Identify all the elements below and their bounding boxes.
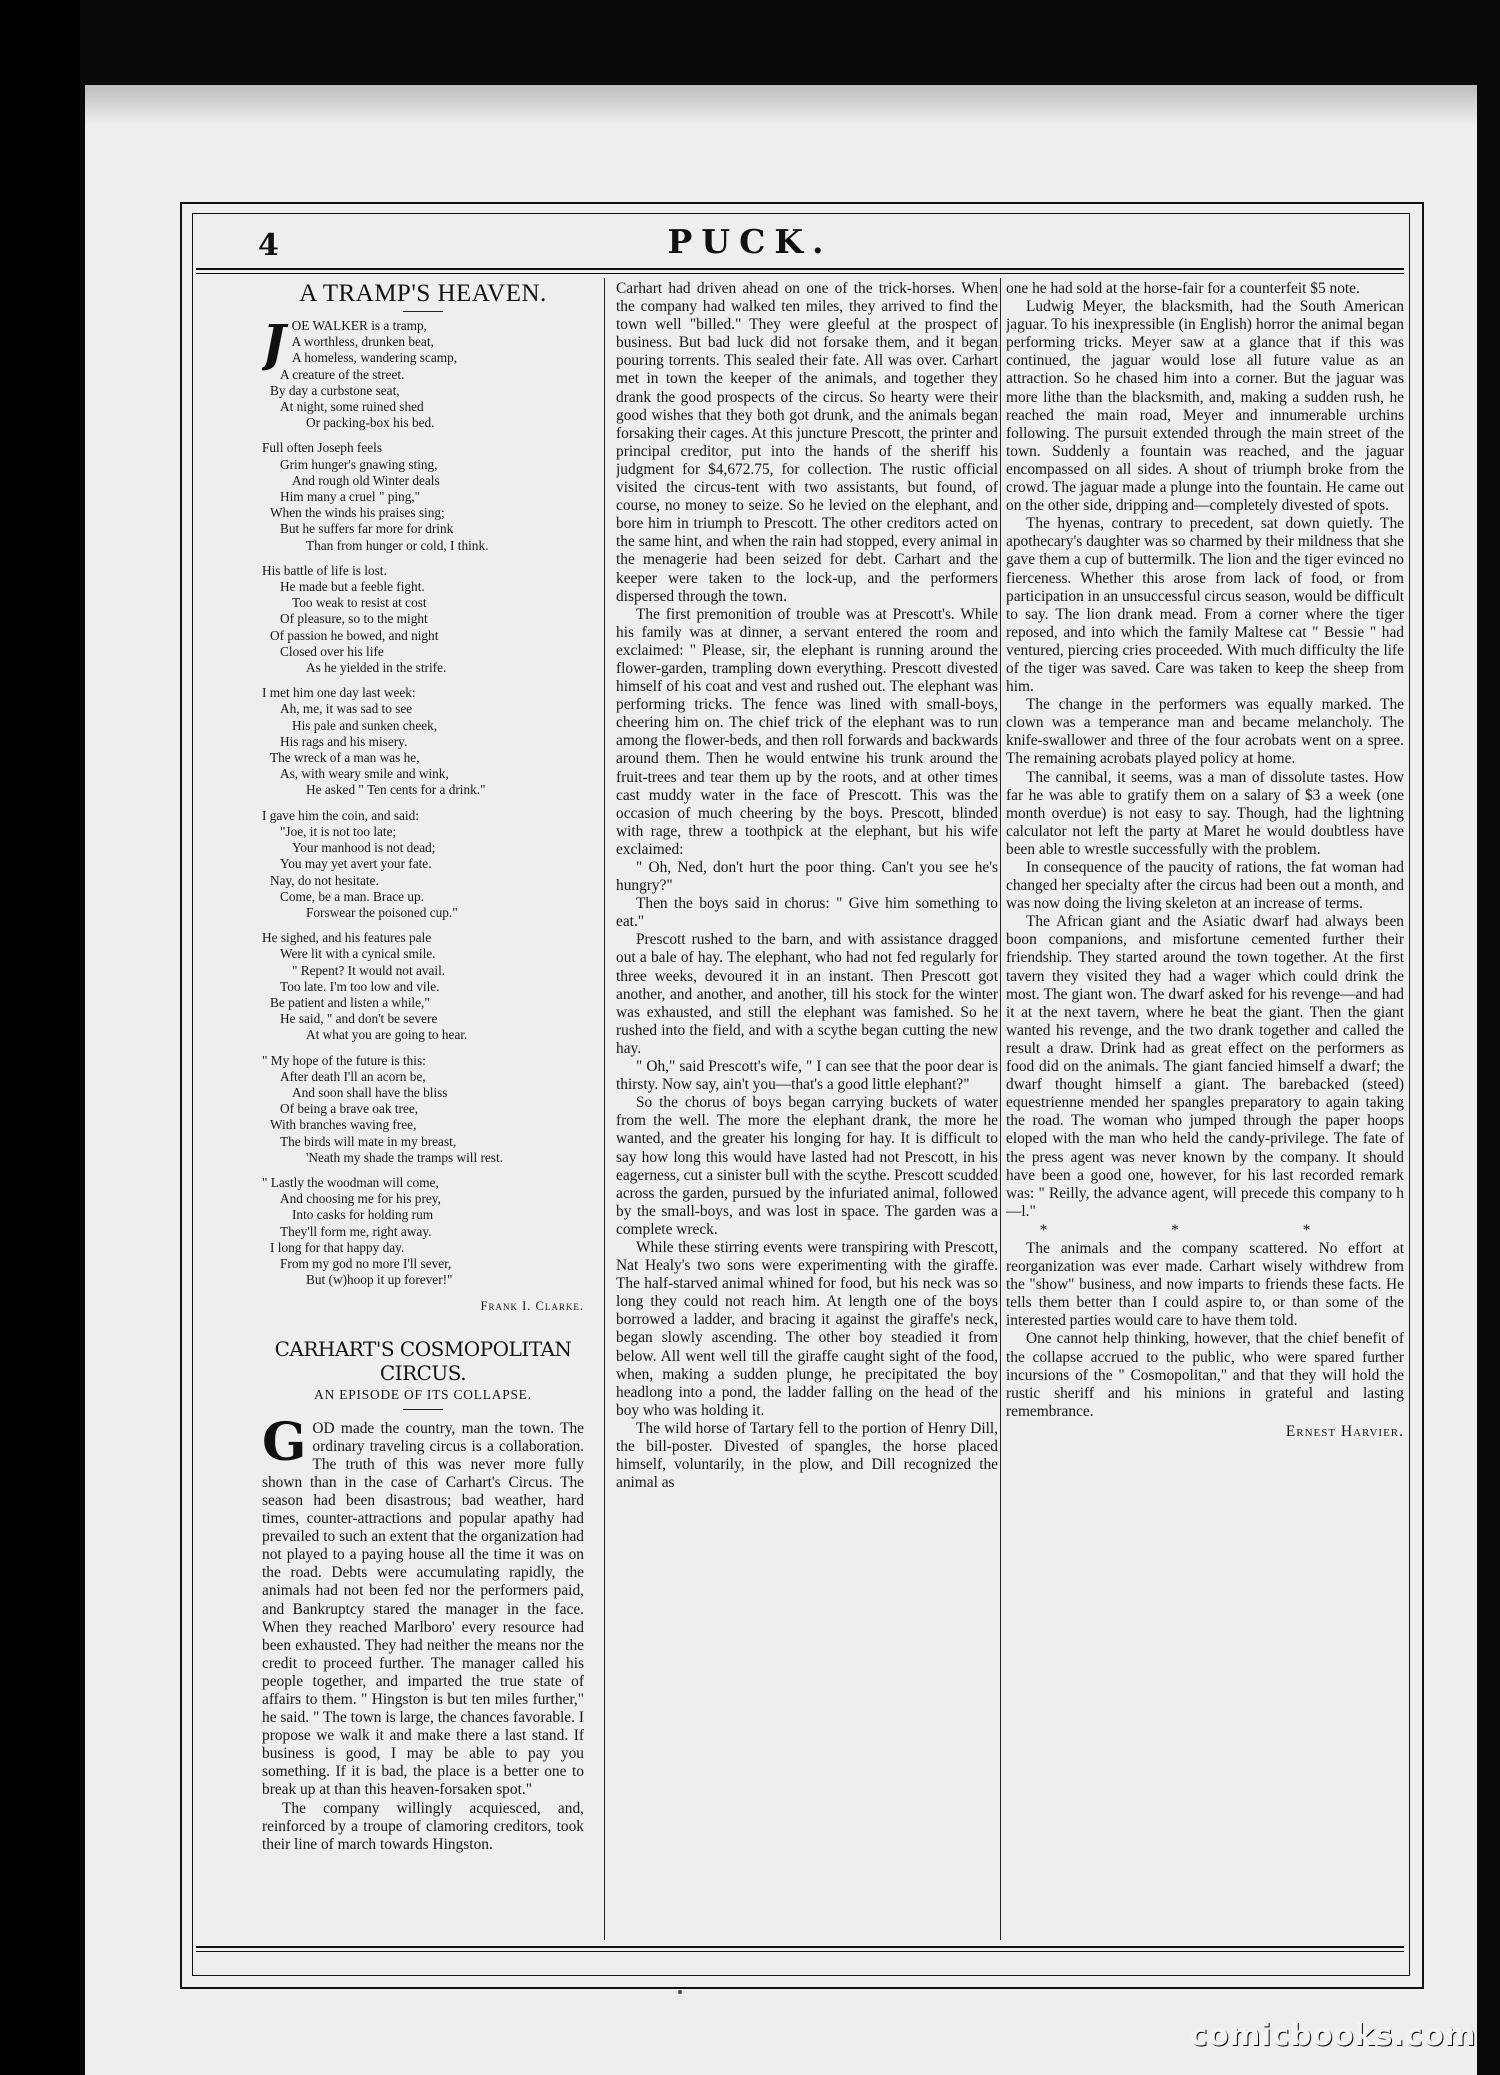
poem-line: Full often Joseph feels <box>262 440 383 456</box>
poem-line: You may yet avert your fate. <box>280 856 432 872</box>
poem-title: A TRAMP'S HEAVEN. <box>262 280 584 312</box>
poem-line: Of pleasure, so to the might <box>280 611 428 627</box>
poem-line: " Lastly the woodman will come, <box>262 1174 439 1190</box>
paragraph: Then the boys said in chorus: " Give him something to eat." <box>616 895 998 931</box>
poem-line: He made but a feeble fight. <box>280 579 425 595</box>
header-rule-thin <box>196 273 1404 274</box>
story-column-1 <box>262 1411 584 1854</box>
poem-stanza <box>262 1053 584 1166</box>
paragraph: The hyenas, contrary to precedent, sat down quietly. The apothecary's daughter was so charmed by their mildness that she gave them a cup of buttermilk. The lion and the tiger evinced no fierceness. Whether this arose from lack of food, or from participation in an unsuccessful circus season, would be difficult to say. The lion drank mead. From a corner where the tiger reposed, and into which the family Maltese cat " Bessie " had ventured, piercing cries proceeded. With much difficulty the life of the tiger was saved. Care was taken to keep the sheep from him. <box>1006 515 1404 696</box>
poem-line: When the winds his praises sing; <box>270 505 445 521</box>
poem-line: Too late. I'm too low and vile. <box>280 978 440 994</box>
poem-line: Closed over his life <box>280 643 384 659</box>
masthead-title: PUCK. <box>667 222 833 261</box>
poem-line: He sighed, and his features pale <box>262 930 432 946</box>
poem-line: He asked " Ten cents for a drink." <box>306 782 486 798</box>
poem-line: A worthless, drunken beat, <box>291 334 434 350</box>
poem-line: And soon shall have the bliss <box>292 1084 448 1100</box>
column-divider-2 <box>1000 278 1001 1940</box>
poem-line: With branches waving free, <box>270 1117 417 1133</box>
print-speck <box>678 1990 682 1994</box>
paragraph: The company willingly acquiesced, and, reinforced by a troupe of clamoring creditors, took their line of march towards Hingston. <box>262 1799 584 1853</box>
section-break-stars: * * * <box>1039 1221 1371 1239</box>
poem-line: Nay, do not hesitate. <box>270 872 379 888</box>
poem-line: Or packing-box his bed. <box>306 415 435 431</box>
header-rule <box>196 268 1404 270</box>
poem-line: Into casks for holding rum <box>292 1207 434 1223</box>
poem-line: But (w)hoop it up forever!" <box>306 1272 453 1288</box>
story-signature: Ernest Harvier. <box>1285 1422 1404 1440</box>
poem-line: He said, " and don't be severe <box>280 1011 438 1027</box>
scan-left-border <box>0 0 80 2075</box>
poem-line: By day a curbstone seat, <box>270 382 400 398</box>
poem-line: I long for that happy day. <box>270 1239 405 1255</box>
poem-line: And choosing me for his prey, <box>280 1191 441 1207</box>
poem-line: Of passion he bowed, and night <box>270 627 439 643</box>
poem-line: As, with weary smile and wink, <box>280 766 449 782</box>
poem-line: His battle of life is lost. <box>262 562 387 578</box>
poem-stanza <box>262 313 584 431</box>
paragraph: While these stirring events were transpiring with Prescott, Nat Healy's two sons were experimenting with the giraffe. The half-starved animal whined for food, but his neck was so long they could not reach him. At length one of the boys borrowed a ladder, and bracing it against the giraffe's neck, began slowly ascending. The other boy steadied it from below. All went well till the giraffe caught sight of the food, when, making a sudden plunge, he precipitated the boy headlong into a pond, the ladder falling on the head of the boy who was holding it. <box>616 1238 998 1419</box>
watermark: comicbooks.com <box>1189 2018 1476 2053</box>
poem-line: His pale and sunken cheek, <box>292 717 438 733</box>
poem-line: OE WALKER is a tramp, <box>291 318 427 333</box>
poem-line: Be patient and listen a while," <box>270 994 430 1010</box>
poem-line: I gave him the coin, and said: <box>262 807 419 823</box>
paragraph: " Oh," said Prescott's wife, " I can see that the poor dear is thirsty. Now say, ain't you—that's a good little elephant?" <box>616 1058 998 1094</box>
paragraph: " Oh, Ned, don't hurt the poor thing. Can't you see he's hungry?" <box>616 859 998 895</box>
paragraph: The first premonition of trouble was at Prescott's. While his family was at dinner, a servant entered the room and exclaimed: " Please, sir, the elephant is running around the flower-garden, trampling down everything. Prescott divested himself of his coat and vest and rushed out. The elephant was performing tricks. The fence was lined with small-boys, cheering him on. The chief trick of the elephant was to run among the flower-beds, and then roll forwards and backwards around them. Then he would entwine his trunk around the fruit-trees and tear them up by the roots, and at other times cast muddy water in the face of Prescott. This was the occasion of much cheering by the boys. Prescott, blinded with rage, threw a toothpick at the elephant, but his wife exclaimed: <box>616 605 998 858</box>
poem-line: The birds will mate in my breast, <box>280 1133 457 1149</box>
paragraph: Carhart had driven ahead on one of the trick-horses. When the company had walked ten miles, they arrived to find the town well "billed." They were gleeful at the prospect of business. But bad luck did not forsake them, and it began pouring torrents. This sealed their fate. All was over. Carhart met in town the keeper of the animals, and together they drank the good prospects of the circus. So hearty were their good wishes that they both got drunk, and the animals began forsaking their cages. At this juncture Prescott, the printer and principal creditor, put into the hands of the sheriff his judgment for $4,672.75, for collection. The rustic official visited the circus-tent with two assistants, but found, of course, no money to seize. So he levied on the elephant, and bore him in triumph to Prescott. The other creditors acted on the same hint, and when the rain had stopped, every animal in the menagerie had been seized for debt. Carhart and the keeper were taken to the lock-up, and the performers dispersed through the town. <box>616 280 998 605</box>
footer-rule-thin <box>196 1951 1404 1952</box>
poem-line: Come, be a man. Brace up. <box>280 888 424 904</box>
poem-line: Were lit with a cynical smile. <box>280 946 436 962</box>
poem-stanza <box>262 808 584 921</box>
story-dropcap: G <box>262 1411 307 1473</box>
paragraph: One cannot help thinking, however, that the chief benefit of the collapse accrued to the public, who were spared further incursions of the " Cosmopolitan," and that they will hold the rustic sheriff and his minions in grateful and lasting remembrance. <box>1006 1330 1404 1420</box>
paragraph: Ludwig Meyer, the blacksmith, had the South American jaguar. To his inexpressible (in English) horror the animal began performing tricks. Meyer saw at a glance that if this was continued, the jaguar would lose all future value as an attraction. So he chased him into a corner. But the jaguar was more lithe than the blacksmith, and, making a sudden rush, he reached the main road, Meyer and innumerable urchins following. The pursuit extended through the main street of the town. Suddenly a fountain was reached, and the jaguar encompassed on all sides. A shout of triumph broke from the crowd. The jaguar made a plunge into the fountain. He came out on the other side, dripping and—completely divested of spots. <box>1006 298 1404 515</box>
paragraph: The animals and the company scattered. No effort at reorganization was ever made. Carhart wisely withdrew from the "show" business, and now imparts to friends these facts. He tells them better than I could aspire to, or than some of the interested parties would care to have them told. <box>1006 1239 1404 1330</box>
column-1 <box>262 280 584 1938</box>
poem-line: At what you are going to hear. <box>306 1027 468 1043</box>
paragraph: So the chorus of boys began carrying buckets of water from the well. The more the elephant drank, the more he wanted, and the greater his longing for hay. It is difficult to say how long this would have lasted had not Prescott, in his eagerness, cut a sinister bull with the scythe. Prescott scudded across the garden, pursued by the infuriated animal, followed by the small-boys, and was lost in space. The garden was a complete wreck. <box>616 1094 998 1238</box>
poem-line: At night, some ruined shed <box>280 399 424 415</box>
story-subtitle: AN EPISODE OF ITS COLLAPSE. <box>314 1387 532 1403</box>
paragraph: The wild horse of Tartary fell to the portion of Henry Dill, the bill-poster. Divested of spangles, the horse placed himself, voluntarily, in the plow, and Dill recognized the animal as <box>616 1419 998 1492</box>
poem-line: " My hope of the future is this: <box>262 1052 426 1068</box>
poem-stanza <box>262 563 584 676</box>
poem-dropcap: J <box>262 313 286 372</box>
poem-stanza <box>262 685 584 798</box>
poem-line: After death I'll an acorn be, <box>280 1068 426 1084</box>
poem-line: " Repent? It would not avail. <box>292 962 446 978</box>
poem-stanza <box>262 930 584 1043</box>
poem-line: A creature of the street. <box>280 366 405 382</box>
poem-line: Ah, me, it was sad to see <box>280 701 413 717</box>
paragraph: The change in the performers was equally marked. The clown was a temperance man and became melancholy. The knife-swallower and three of the four acrobats went on a spree. The remaining acrobats played policy at home. <box>1006 696 1404 768</box>
poem-line: Than from hunger or cold, I think. <box>306 537 489 553</box>
paragraph: Prescott rushed to the barn, and with assistance dragged out a bale of hay. The elephant, who had not fed regularly for three weeks, devoured it in an instant. Then Prescott got another, and another, and another, till his stock for the winter was exhausted, and still the elephant was famished. So he rushed into the field, and with a scythe began cutting the new hay. <box>616 931 998 1057</box>
paragraph: The cannibal, it seems, was a man of dissolute tastes. How far he was able to gratify them on a salary of $3 a week (one month overdue) is not easy to say. Though, had the lightning calculator not left the party at Maret he would doubtless have been able to wrestle successfully with the problem. <box>1006 768 1404 858</box>
footer-rule <box>196 1946 1404 1948</box>
paragraph: OD made the country, man the town. The ordinary traveling circus is a collaboration. The truth of this was never more fully shown than in the case of Carhart's Circus. The season had been disastrous; bad weather, hard times, counter-attractions and popular apathy had prevailed to such an extent that the organization had not played to a paying house all the time it was on the road. Debts were accumulating rapidly, the animals had not been fed nor the performers paid, and Bankruptcy stared the manager in the face. When they reached Marlboro' every resource had been exhausted. They had neither the means nor the credit to proceed further. The manager called his people together, and imparted the true state of affairs to them. " Hingston is but ten miles further," he said. " The town is large, the chances favorable. I propose we walk it and make there a last stand. If business is good, I may be able to pay you something. If it is bad, the place is a better one to break up at than this heaven-forsaken spot." <box>262 1419 584 1799</box>
poem-line: Forswear the poisoned cup." <box>306 904 458 920</box>
paragraph: In consequence of the paucity of rations, the fat woman had changed her specialty after the circus had been out a month, and was now doing the living skeleton at an increase of terms. <box>1006 859 1404 913</box>
poem-line: From my god no more I'll sever, <box>280 1255 452 1271</box>
poem-line: His rags and his misery. <box>280 733 408 749</box>
poem-line: Him many a cruel " ping," <box>280 489 421 505</box>
story-title: CARHART'S COSMOPOLITAN CIRCUS. <box>274 1337 572 1386</box>
poem-line: Of being a brave oak tree, <box>280 1101 419 1117</box>
poem-line: Your manhood is not dead; <box>292 840 436 856</box>
page-number: 4 <box>258 228 279 263</box>
poem-line: I met him one day last week: <box>262 685 416 701</box>
poem-line: But he suffers far more for drink <box>280 521 454 537</box>
poem-stanza <box>262 1175 584 1288</box>
poem-line: 'Neath my shade the tramps will rest. <box>306 1149 503 1165</box>
story-column-3-ending <box>1006 1240 1404 1421</box>
poem-line: Too weak to resist at cost <box>292 595 427 611</box>
poem-line: "Joe, it is not too late; <box>280 823 397 839</box>
poem-line: And rough old Winter deals <box>292 472 440 488</box>
page-top-shadow <box>85 85 1477 125</box>
column-2 <box>616 280 998 1938</box>
poem-line: As he yielded in the strife. <box>306 660 447 676</box>
subtitle-rule <box>403 1409 443 1410</box>
poem-line: A homeless, wandering scamp, <box>292 350 458 366</box>
poem-stanza <box>262 440 584 553</box>
poem-body <box>262 313 584 1288</box>
column-divider-1 <box>604 278 605 1940</box>
poem-line: They'll form me, right away. <box>280 1223 432 1239</box>
poem-line: The wreck of a man was he, <box>270 750 420 766</box>
column-3 <box>1006 280 1404 1938</box>
story-column-3 <box>1006 280 1404 1221</box>
paragraph: one he had sold at the horse-fair for a counterfeit $5 note. <box>1006 280 1360 297</box>
paragraph: The African giant and the Asiatic dwarf had always been boon companions, and misfortune cemented further their friendship. They started around the town together. At the first tavern they visited they had a wager which could drink the most. The giant won. The dwarf asked for his revenge—and had it at the next tavern, where he beat the giant. Then the giant wanted his revenge, and the two drank together and called the result a draw. Drink had as great effect on the performers as food did on the animals. The giant fancied himself a dwarf; the dwarf thought himself a giant. The barebacked (steed) equestrienne mended her spangles preparatory to again taking the road. The woman who jumped through the paper hoops eloped with the man who held the candy-privilege. The fate of the press agent was never known by the company. It should have been a good one, however, for his last recorded remark was: " Reilly, the advance agent, will precede this company to h—l." <box>1006 913 1404 1220</box>
poem-line: Grim hunger's gnawing sting, <box>280 456 438 472</box>
poem-signature: Frank I. Clarke. <box>480 1299 584 1314</box>
